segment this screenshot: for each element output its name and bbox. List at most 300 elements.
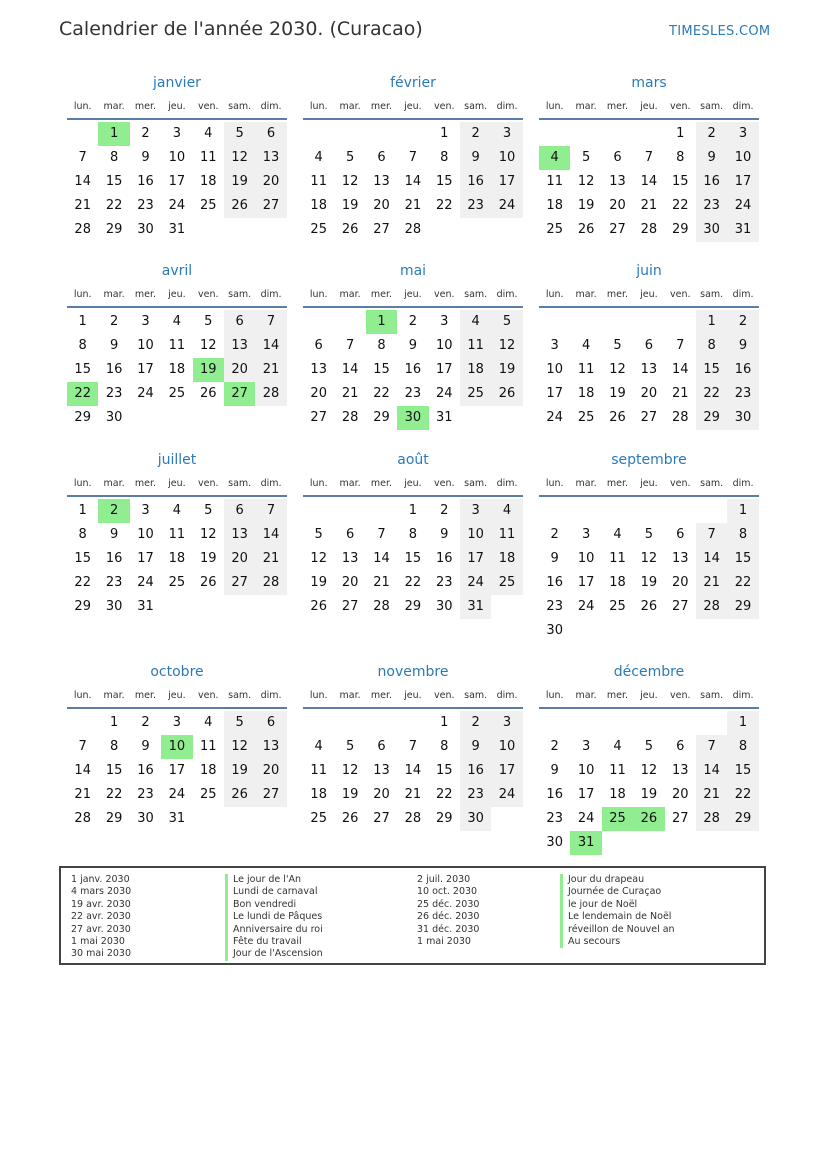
- weekday-label: jeu.: [640, 690, 658, 701]
- day-cell: 18: [199, 763, 217, 778]
- weekday-label: sam.: [228, 101, 252, 112]
- weekday-label: ven.: [198, 690, 219, 701]
- empty-cell: [366, 122, 397, 146]
- empty-cell: [161, 406, 192, 430]
- day-cell: 12: [310, 551, 327, 566]
- empty-cell: [491, 406, 522, 430]
- day-cell: 15: [435, 174, 453, 189]
- day-cell: 18: [460, 358, 491, 382]
- month-block: [303, 449, 523, 619]
- day-cell: 5: [224, 711, 255, 735]
- day-cell: 14: [373, 551, 390, 566]
- day-cell: 19: [310, 575, 327, 590]
- day-cell: 5: [491, 310, 522, 334]
- day-cell: 18: [491, 547, 522, 571]
- holiday-date: 25 déc. 2030: [417, 898, 480, 910]
- day-cell: 12: [640, 763, 658, 778]
- weekday-header: [67, 689, 287, 709]
- month-block: [303, 72, 523, 242]
- holiday-legend: [59, 866, 766, 965]
- day-cell: 24: [435, 386, 453, 401]
- month-block: [303, 260, 523, 430]
- weekday-label: dim.: [496, 101, 518, 112]
- month-block: [539, 661, 759, 855]
- empty-cell: [696, 619, 727, 643]
- day-cell: 21: [404, 787, 422, 802]
- weekday-label: mer.: [134, 690, 157, 701]
- empty-cell: [224, 406, 255, 430]
- day-cell: 1: [727, 711, 758, 735]
- holiday-date: 1 janv. 2030: [71, 874, 130, 885]
- day-cell: 4: [204, 126, 213, 141]
- day-cell: 9: [696, 146, 727, 170]
- day-cell: 23: [404, 386, 422, 401]
- day-cell: 14: [74, 174, 91, 189]
- brand-link[interactable]: TIMESLES.COM: [669, 24, 771, 39]
- empty-cell: [633, 122, 664, 146]
- holiday-name: le jour de Noël: [560, 899, 675, 911]
- weekday-label: dim.: [260, 101, 282, 112]
- day-cell: 25: [546, 222, 563, 237]
- weekday-label: lun.: [73, 101, 92, 112]
- weekday-label: dim.: [732, 289, 754, 300]
- day-cell: 9: [727, 334, 758, 358]
- empty-cell: [539, 122, 570, 146]
- weekday-label: dim.: [496, 478, 518, 489]
- week-row: [303, 310, 523, 334]
- weekday-label: mar.: [339, 101, 361, 112]
- week-row: [539, 334, 759, 358]
- empty-cell: [193, 807, 224, 831]
- day-cell: 29: [671, 222, 689, 237]
- day-cell: 20: [224, 358, 255, 382]
- holiday-name: Le lendemain de Noël: [560, 911, 675, 923]
- day-cell: 17: [168, 174, 186, 189]
- day-cell: 25: [199, 787, 217, 802]
- day-cell: 28: [671, 410, 689, 425]
- day-cell: 7: [644, 150, 653, 165]
- day-cell: 13: [671, 551, 689, 566]
- day-cell: 2: [727, 310, 758, 334]
- day-cell: 25: [310, 811, 327, 826]
- day-cell: 12: [640, 551, 658, 566]
- day-cell: 22: [105, 198, 123, 213]
- weekday-label: ven.: [670, 101, 691, 112]
- empty-cell: [460, 406, 491, 430]
- day-cell: 9: [408, 338, 417, 353]
- day-cell: 4: [613, 739, 622, 754]
- empty-cell: [539, 499, 570, 523]
- empty-cell: [491, 218, 522, 242]
- day-cell: 20: [255, 759, 286, 783]
- holiday-name: Jour du drapeau: [560, 874, 675, 886]
- holiday-name: réveillon de Nouvel an: [560, 924, 675, 936]
- weekday-label: sam.: [700, 690, 724, 701]
- day-cell: 23: [105, 575, 123, 590]
- day-cell: 28: [341, 410, 359, 425]
- day-cell: 18: [310, 787, 327, 802]
- day-cell: 24: [137, 386, 154, 401]
- day-cell: 8: [109, 150, 119, 165]
- day-cell: 31: [727, 218, 758, 242]
- day-cell: 16: [460, 759, 491, 783]
- day-cell: 11: [609, 763, 626, 778]
- week-row: [539, 807, 759, 831]
- day-cell: 9: [141, 150, 150, 165]
- day-cell: 26: [224, 783, 255, 807]
- holiday-name: Le lundi de Pâques: [225, 911, 323, 923]
- day-cell: 29: [727, 595, 758, 619]
- weekday-label: jeu.: [168, 478, 186, 489]
- day-cell: 20: [310, 386, 327, 401]
- week-row: [539, 406, 759, 430]
- weekday-label: dim.: [732, 690, 754, 701]
- day-cell: 11: [310, 174, 327, 189]
- month-name: décembre: [613, 664, 685, 680]
- day-cell: 23: [137, 787, 154, 802]
- weekday-label: mar.: [575, 289, 597, 300]
- week-row: [539, 595, 759, 619]
- empty-cell: [539, 711, 570, 735]
- legend-left-dates: [71, 874, 131, 961]
- day-cell: 20: [224, 547, 255, 571]
- day-cell: 13: [609, 174, 626, 189]
- day-cell: 5: [204, 503, 213, 518]
- day-cell: 3: [491, 711, 522, 735]
- day-cell: 10: [435, 338, 453, 353]
- month-block: [303, 661, 523, 831]
- day-cell: 27: [671, 599, 689, 614]
- weekday-label: sam.: [228, 289, 252, 300]
- day-cell: 2: [141, 715, 150, 730]
- weekday-header: [539, 477, 759, 497]
- day-cell: 28: [373, 599, 390, 614]
- day-cell: 27: [255, 783, 286, 807]
- week-row: [67, 122, 287, 146]
- empty-cell: [570, 122, 601, 146]
- week-row: [67, 170, 287, 194]
- day-cell: 9: [109, 338, 119, 353]
- weekday-label: mar.: [103, 101, 125, 112]
- empty-cell: [334, 122, 365, 146]
- weekday-label: mar.: [339, 289, 361, 300]
- day-cell: 31: [460, 595, 491, 619]
- day-cell: 3: [727, 122, 758, 146]
- week-row: [303, 170, 523, 194]
- weekday-label: jeu.: [168, 289, 186, 300]
- day-cell: 30: [397, 406, 428, 430]
- empty-cell: [303, 711, 334, 735]
- day-cell: 22: [696, 382, 727, 406]
- weekday-header: [539, 288, 759, 308]
- day-cell: 23: [435, 575, 453, 590]
- day-cell: 19: [640, 787, 658, 802]
- day-cell: 6: [314, 338, 323, 353]
- weekday-label: ven.: [670, 478, 691, 489]
- day-cell: 1: [440, 715, 449, 730]
- day-cell: 7: [696, 523, 727, 547]
- day-cell: 27: [341, 599, 359, 614]
- weekday-label: mer.: [370, 478, 393, 489]
- day-cell: 22: [67, 382, 98, 406]
- weekday-label: sam.: [228, 478, 252, 489]
- day-cell: 12: [341, 174, 359, 189]
- empty-cell: [665, 499, 696, 523]
- weekday-label: mer.: [370, 690, 393, 701]
- day-cell: 1: [440, 126, 449, 141]
- weekday-label: jeu.: [640, 289, 658, 300]
- day-cell: 13: [640, 362, 658, 377]
- day-cell: 3: [460, 499, 491, 523]
- day-cell: 6: [613, 150, 622, 165]
- day-cell: 7: [696, 735, 727, 759]
- day-cell: 11: [310, 763, 327, 778]
- month-block: [539, 449, 759, 643]
- day-cell: 11: [168, 338, 186, 353]
- weekday-label: sam.: [464, 478, 488, 489]
- holiday-date: 19 avr. 2030: [71, 898, 131, 910]
- weekday-header: [303, 100, 523, 120]
- holiday-date: 2 juil. 2030: [417, 874, 471, 885]
- empty-cell: [193, 218, 224, 242]
- day-cell: 4: [314, 739, 323, 754]
- week-row: [67, 334, 287, 358]
- day-cell: 13: [224, 334, 255, 358]
- holiday-name: Bon vendredi: [225, 899, 323, 911]
- day-cell: 25: [310, 222, 327, 237]
- day-cell: 10: [491, 146, 522, 170]
- week-row: [539, 382, 759, 406]
- day-cell: 26: [341, 811, 359, 826]
- day-cell: 12: [577, 174, 595, 189]
- week-row: [67, 735, 287, 759]
- empty-cell: [255, 807, 286, 831]
- weekday-label: jeu.: [168, 101, 186, 112]
- day-cell: 3: [440, 314, 449, 329]
- holiday-date: 1 mai 2030: [71, 935, 125, 947]
- empty-cell: [727, 831, 758, 855]
- weekday-label: lun.: [545, 690, 564, 701]
- day-cell: 7: [377, 527, 386, 542]
- day-cell: 9: [141, 739, 150, 754]
- day-cell: 19: [341, 787, 359, 802]
- day-cell: 10: [161, 735, 192, 759]
- day-cell: 19: [224, 759, 255, 783]
- day-cell: 1: [676, 126, 685, 141]
- day-cell: 16: [137, 174, 154, 189]
- day-cell: 16: [460, 170, 491, 194]
- month-block: [67, 449, 287, 619]
- weekday-label: ven.: [434, 101, 455, 112]
- empty-cell: [334, 310, 365, 334]
- week-row: [303, 218, 523, 242]
- day-cell: 11: [577, 362, 595, 377]
- week-row: [303, 122, 523, 146]
- holiday-date: 31 déc. 2030: [417, 923, 480, 935]
- week-row: [303, 735, 523, 759]
- week-row: [539, 735, 759, 759]
- month-name: septembre: [611, 452, 687, 468]
- day-cell: 20: [255, 170, 286, 194]
- month-name: juillet: [157, 452, 197, 468]
- day-cell: 27: [609, 222, 626, 237]
- day-cell: 25: [199, 198, 217, 213]
- day-cell: 13: [255, 146, 286, 170]
- day-cell: 27: [640, 410, 658, 425]
- empty-cell: [633, 711, 664, 735]
- week-row: [303, 711, 523, 735]
- day-cell: 17: [577, 787, 595, 802]
- day-cell: 16: [137, 763, 154, 778]
- week-row: [67, 146, 287, 170]
- day-cell: 5: [345, 739, 355, 754]
- day-cell: 31: [168, 811, 186, 826]
- day-cell: 24: [727, 194, 758, 218]
- day-cell: 2: [109, 314, 119, 329]
- day-cell: 5: [613, 338, 622, 353]
- day-cell: 17: [460, 547, 491, 571]
- day-cell: 1: [366, 310, 397, 334]
- day-cell: 21: [74, 787, 91, 802]
- day-cell: 7: [78, 739, 87, 754]
- day-cell: 21: [341, 386, 359, 401]
- day-cell: 20: [640, 386, 658, 401]
- weekday-label: mer.: [606, 690, 629, 701]
- day-cell: 4: [491, 499, 522, 523]
- weekday-label: mar.: [103, 690, 125, 701]
- weekday-label: dim.: [732, 478, 754, 489]
- day-cell: 20: [671, 575, 689, 590]
- weekday-label: dim.: [260, 690, 282, 701]
- holiday-date: 1 mai 2030: [417, 935, 471, 947]
- empty-cell: [303, 499, 334, 523]
- day-cell: 26: [199, 575, 217, 590]
- day-cell: 30: [546, 623, 563, 638]
- week-row: [303, 406, 523, 430]
- day-cell: 29: [696, 406, 727, 430]
- empty-cell: [665, 619, 696, 643]
- day-cell: 29: [74, 599, 91, 614]
- weekday-label: jeu.: [640, 478, 658, 489]
- day-cell: 15: [727, 547, 758, 571]
- day-cell: 9: [440, 527, 449, 542]
- empty-cell: [161, 595, 192, 619]
- day-cell: 14: [74, 763, 91, 778]
- week-row: [303, 334, 523, 358]
- day-cell: 20: [341, 575, 359, 590]
- weekday-header: [303, 477, 523, 497]
- day-cell: 15: [404, 551, 422, 566]
- day-cell: 14: [255, 523, 286, 547]
- day-cell: 21: [404, 198, 422, 213]
- day-cell: 31: [168, 222, 186, 237]
- day-cell: 30: [696, 218, 727, 242]
- empty-cell: [130, 406, 161, 430]
- empty-cell: [665, 711, 696, 735]
- day-cell: 24: [168, 787, 186, 802]
- day-cell: 9: [460, 146, 491, 170]
- weekday-label: mar.: [339, 690, 361, 701]
- weekday-header: [67, 477, 287, 497]
- day-cell: 7: [408, 150, 417, 165]
- day-cell: 23: [105, 386, 123, 401]
- empty-cell: [665, 831, 696, 855]
- empty-cell: [602, 619, 633, 643]
- day-cell: 25: [168, 386, 186, 401]
- empty-cell: [491, 595, 522, 619]
- day-cell: 30: [105, 410, 123, 425]
- day-cell: 28: [404, 222, 422, 237]
- month-block: [67, 661, 287, 831]
- day-cell: 16: [546, 575, 563, 590]
- day-cell: 23: [460, 194, 491, 218]
- empty-cell: [224, 807, 255, 831]
- day-cell: 23: [546, 811, 563, 826]
- day-cell: 1: [696, 310, 727, 334]
- month-block: [67, 260, 287, 430]
- day-cell: 15: [727, 759, 758, 783]
- empty-cell: [727, 619, 758, 643]
- holiday-date: 30 mai 2030: [71, 948, 132, 960]
- holiday-name: Jour de l'Ascension: [225, 948, 323, 960]
- legend-right-dates: [417, 874, 479, 948]
- day-cell: 15: [105, 763, 123, 778]
- day-cell: 29: [373, 410, 390, 425]
- day-cell: 6: [377, 150, 386, 165]
- empty-cell: [303, 122, 334, 146]
- day-cell: 29: [404, 599, 422, 614]
- holiday-name: Lundi de carnaval: [225, 886, 323, 898]
- day-cell: 17: [137, 362, 154, 377]
- weekday-label: lun.: [545, 478, 564, 489]
- weekday-label: mer.: [606, 101, 629, 112]
- day-cell: 23: [727, 382, 758, 406]
- day-cell: 14: [404, 174, 422, 189]
- weekday-label: mer.: [134, 478, 157, 489]
- day-cell: 25: [577, 410, 595, 425]
- day-cell: 26: [224, 194, 255, 218]
- empty-cell: [334, 499, 365, 523]
- month-block: [67, 72, 287, 242]
- empty-cell: [334, 711, 365, 735]
- day-cell: 8: [109, 739, 119, 754]
- weekday-label: dim.: [732, 101, 754, 112]
- day-cell: 30: [137, 222, 154, 237]
- weekday-label: lun.: [309, 289, 328, 300]
- day-cell: 8: [440, 150, 449, 165]
- week-row: [539, 523, 759, 547]
- day-cell: 28: [74, 811, 91, 826]
- day-cell: 28: [640, 222, 658, 237]
- day-cell: 20: [609, 198, 626, 213]
- day-cell: 26: [341, 222, 359, 237]
- day-cell: 29: [105, 811, 123, 826]
- weekday-label: mer.: [370, 101, 393, 112]
- day-cell: 17: [137, 551, 154, 566]
- day-cell: 7: [345, 338, 355, 353]
- page-title: Calendrier de l'année 2030. (Curacao): [59, 18, 423, 40]
- day-cell: 17: [168, 763, 186, 778]
- week-row: [303, 499, 523, 523]
- day-cell: 16: [404, 362, 422, 377]
- day-cell: 21: [640, 198, 658, 213]
- day-cell: 16: [435, 551, 453, 566]
- day-cell: 29: [727, 807, 758, 831]
- day-cell: 15: [373, 362, 390, 377]
- week-row: [539, 146, 759, 170]
- empty-cell: [460, 218, 491, 242]
- day-cell: 27: [373, 811, 390, 826]
